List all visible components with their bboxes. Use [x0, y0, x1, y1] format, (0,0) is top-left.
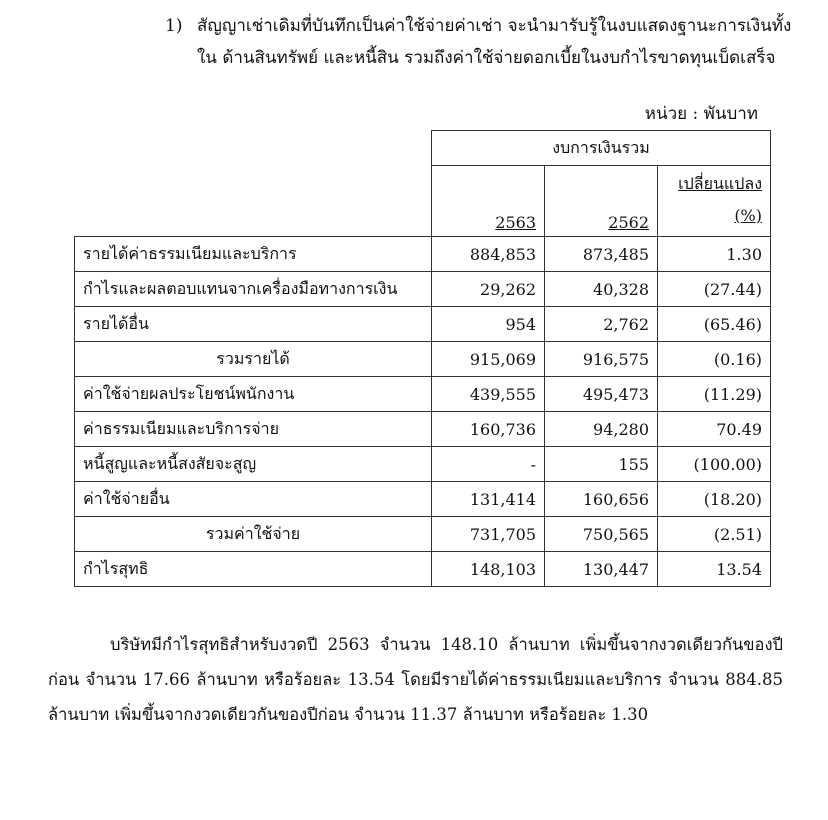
value-change: 13.54 — [658, 552, 771, 587]
value-2563: - — [432, 447, 545, 482]
row-label: ค่าใช้จ่ายอื่น — [75, 482, 432, 517]
value-change: 1.30 — [658, 237, 771, 272]
row-label: รวมค่าใช้จ่าย — [75, 517, 432, 552]
value-2563: 884,853 — [432, 237, 545, 272]
table-row — [75, 377, 771, 412]
table-row — [75, 517, 771, 552]
value-2563: 131,414 — [432, 482, 545, 517]
row-label: ค่าใช้จ่ายผลประโยชน์พนักงาน — [75, 377, 432, 412]
change-header-line1: เปลี่ยนแปลง — [678, 174, 762, 193]
value-change: 70.49 — [658, 412, 771, 447]
value-2562: 40,328 — [545, 272, 658, 307]
table-row — [75, 552, 771, 587]
value-change: (100.00) — [658, 447, 771, 482]
value-2563: 915,069 — [432, 342, 545, 377]
value-2562: 94,280 — [545, 412, 658, 447]
column-header-2562: 2562 — [545, 166, 658, 237]
note-text: สัญญาเช่าเดิมที่บันทึกเป็นค่าใช้จ่ายค่าเช่า จะนำมารับรู้ในงบแสดงฐานะการเงินทั้งใน ด้านสินทรัพย์ และหนี้สิน รวมถึงค่าใช้จ่ายดอกเบี้ยในงบกำไรขาดทุนเบ็ดเสร็จ — [197, 16, 792, 68]
value-change: (18.20) — [658, 482, 771, 517]
value-2562: 130,447 — [545, 552, 658, 587]
value-change: (0.16) — [658, 342, 771, 377]
value-2563: 439,555 — [432, 377, 545, 412]
value-change: (11.29) — [658, 377, 771, 412]
value-2562: 916,575 — [545, 342, 658, 377]
header-blank-cell — [75, 131, 432, 237]
value-2563: 29,262 — [432, 272, 545, 307]
note-number: 1) — [165, 16, 183, 36]
row-label: ค่าธรรมเนียมและบริการจ่าย — [75, 412, 432, 447]
value-2562: 495,473 — [545, 377, 658, 412]
value-change: (65.46) — [658, 307, 771, 342]
row-label: กำไรสุทธิ — [75, 552, 432, 587]
summary-paragraph — [48, 627, 783, 732]
row-label: รายได้ค่าธรรมเนียมและบริการ — [75, 237, 432, 272]
table-row — [75, 412, 771, 447]
value-2562: 160,656 — [545, 482, 658, 517]
value-2563: 731,705 — [432, 517, 545, 552]
value-change: (2.51) — [658, 517, 771, 552]
column-header-change — [658, 166, 771, 237]
row-label: กำไรและผลตอบแทนจากเครื่องมือทางการเงิน — [75, 272, 432, 307]
value-2562: 2,762 — [545, 307, 658, 342]
value-change: (27.44) — [658, 272, 771, 307]
table-row — [75, 482, 771, 517]
column-header-2563: 2563 — [432, 166, 545, 237]
summary-text: บริษัทมีกำไรสุทธิสำหรับงวดปี 2563 จำนวน 148.10 ล้านบาท เพิ่มขึ้นจากงวดเดียวกันของปีก่อน จำนวน 17.66 ล้านบาท หรือร้อยละ 13.54 โดยมีรายได้ค่าธรรมเนียมและบริการ จำนวน 884.85 ล้านบาท เพิ่มขึ้นจากงวดเดียวกันของปีก่อน จำนวน 11.37 ล้านบาท หรือร้อยละ 1.30 — [48, 635, 783, 724]
financial-table — [74, 130, 771, 587]
table-row — [75, 307, 771, 342]
row-label: หนี้สูญและหนี้สงสัยจะสูญ — [75, 447, 432, 482]
table-row — [75, 342, 771, 377]
table-header-row — [75, 131, 771, 166]
value-2562: 750,565 — [545, 517, 658, 552]
value-2563: 160,736 — [432, 412, 545, 447]
change-header-line2: (%) — [734, 206, 762, 225]
row-label: รายได้อื่น — [75, 307, 432, 342]
table-row — [75, 237, 771, 272]
group-header: งบการเงินรวม — [432, 131, 771, 166]
value-2562: 155 — [545, 447, 658, 482]
table-body — [75, 237, 771, 587]
table-row — [75, 272, 771, 307]
value-2563: 148,103 — [432, 552, 545, 587]
value-2563: 954 — [432, 307, 545, 342]
value-2562: 873,485 — [545, 237, 658, 272]
unit-label: หน่วย : พันบาท — [644, 104, 758, 124]
table-row — [75, 447, 771, 482]
row-label: รวมรายได้ — [75, 342, 432, 377]
